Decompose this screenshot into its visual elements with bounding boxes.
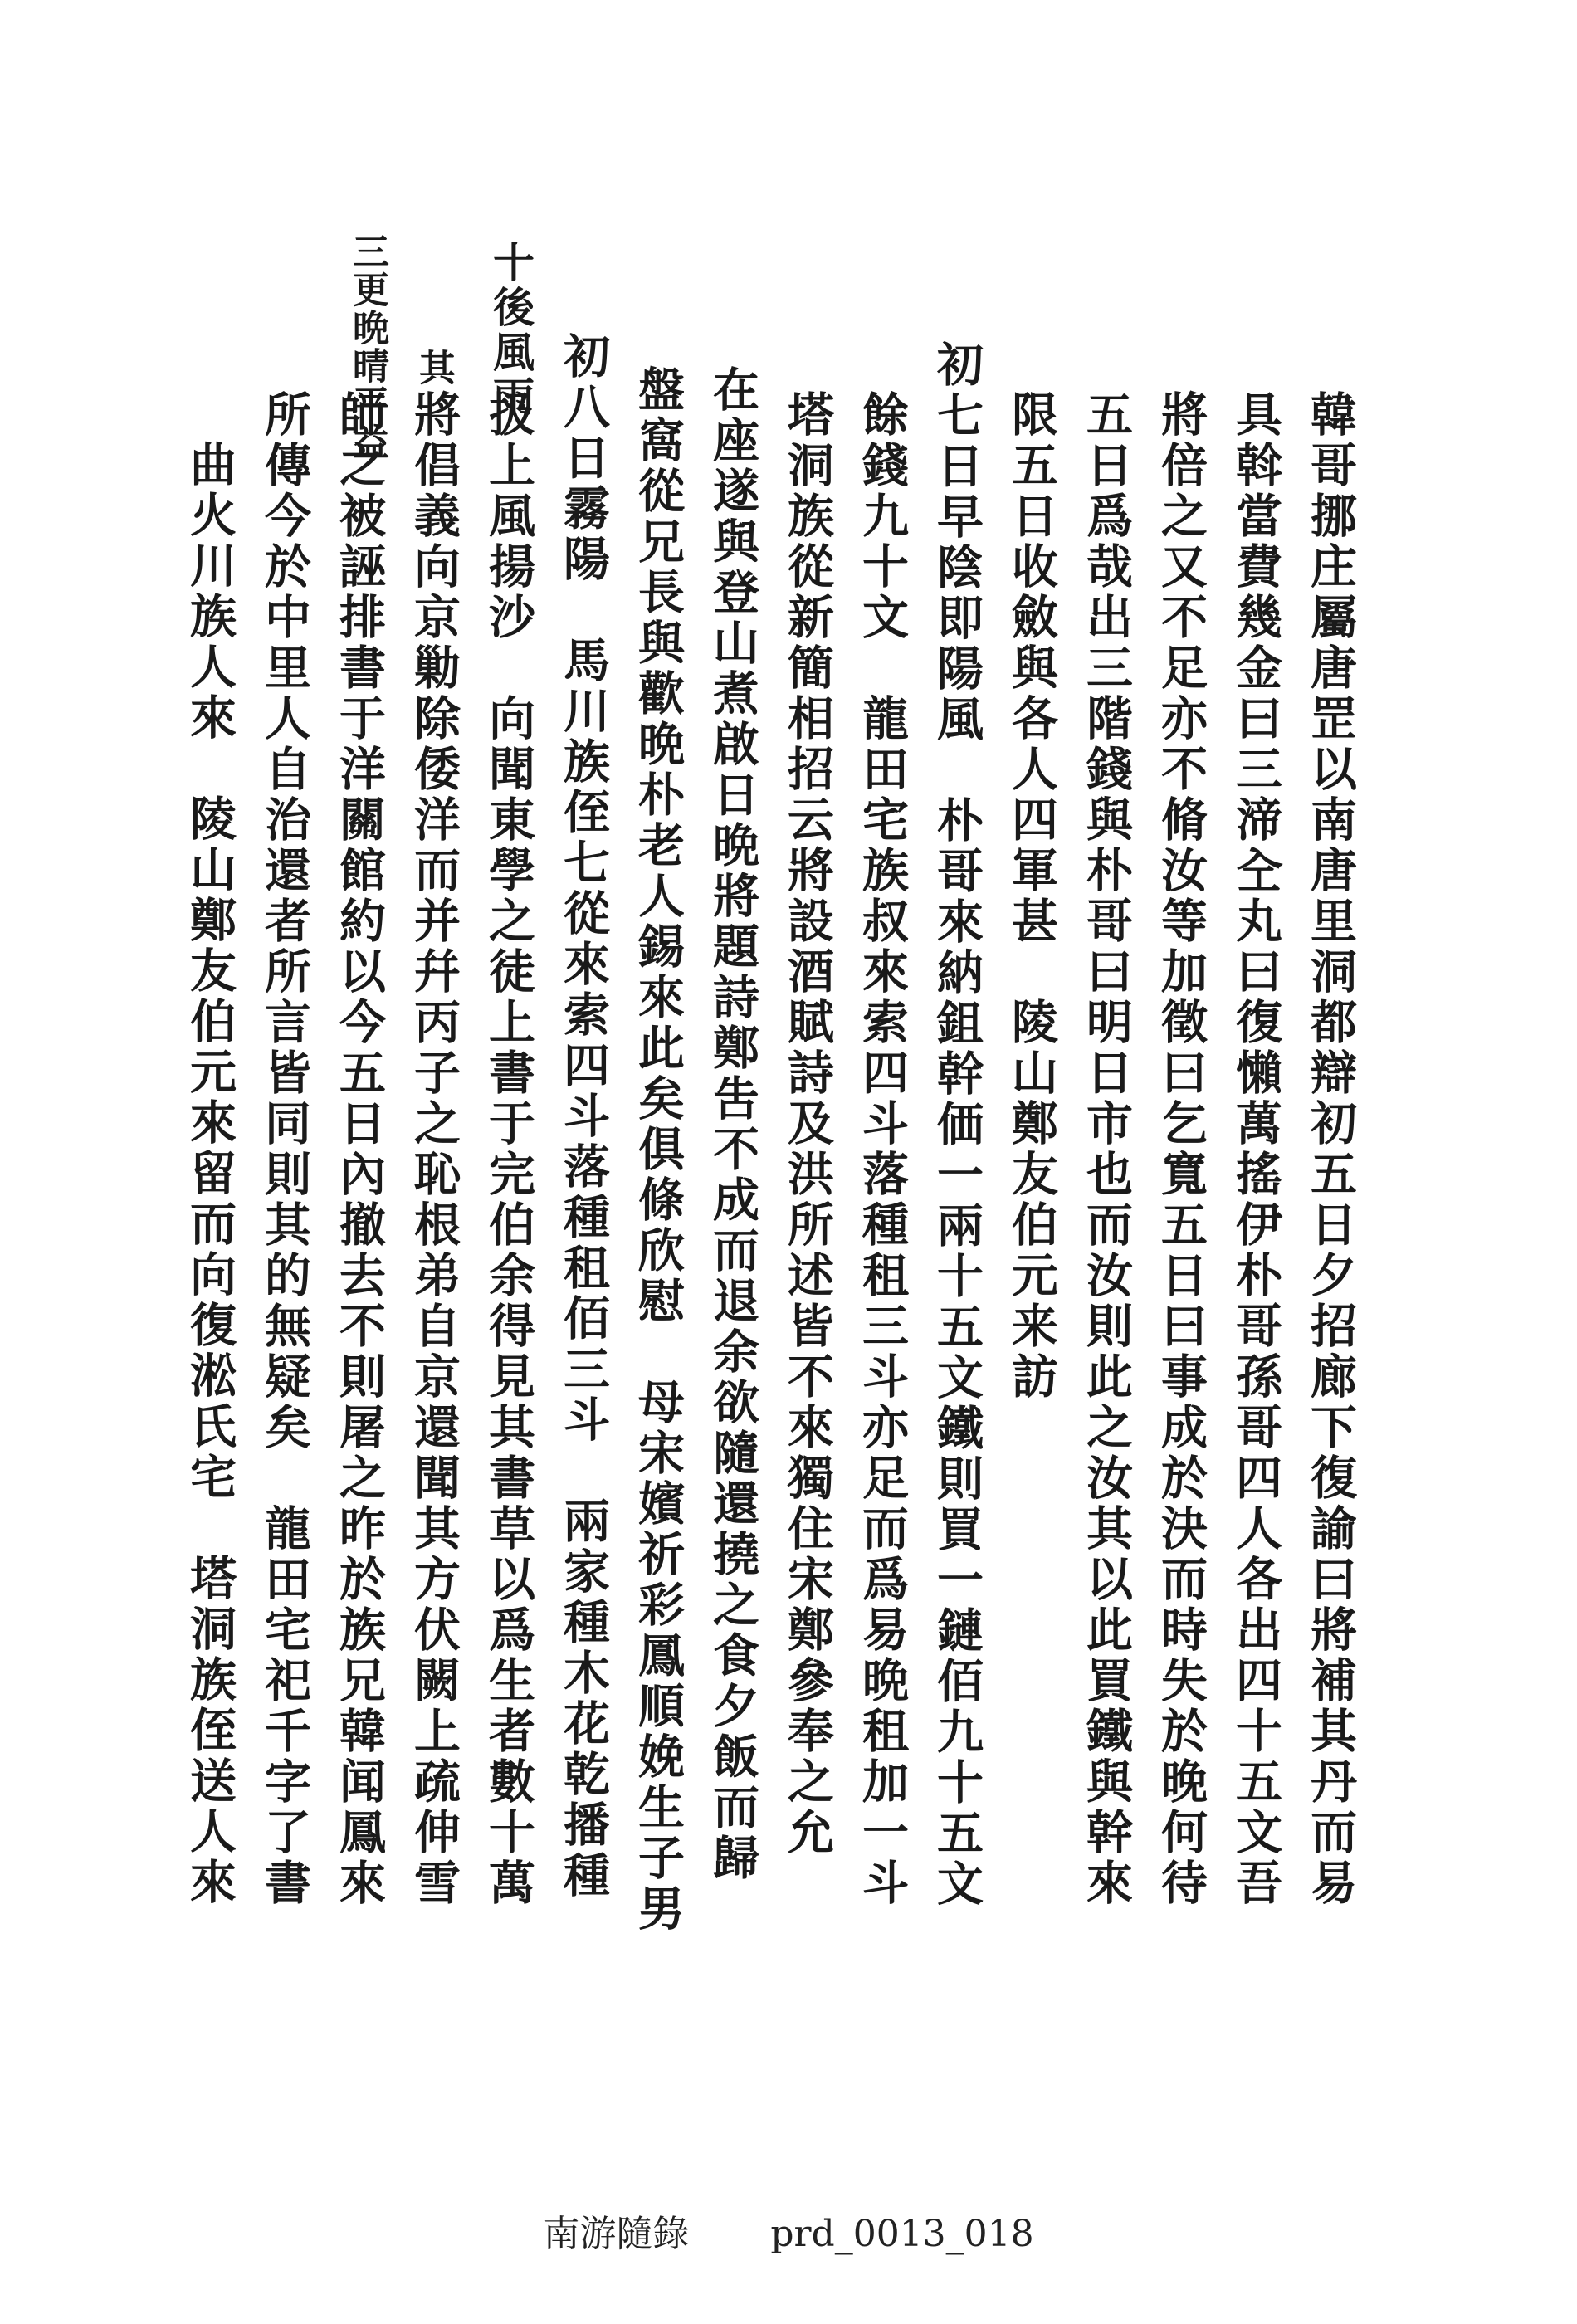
text-column-6: 初七日早陰即陽風 朴哥來納鉏幹価一兩十五文鐵則買一鏈佰九十五文 (930, 340, 984, 1910)
text-column-15: 所傳今於中里人自治還者所言皆同則其的無疑矣 龍田宅祀千字了書 (257, 390, 312, 1909)
text-column-8: 塔洞族從新簡相招云將設酒賦詩及洪所述皆不來獨住宋鄭參奉之允 (780, 390, 835, 1858)
marginal-note-1: 十後風雨 (486, 241, 535, 420)
text-column-7: 餘錢九十文 龍田宅族叔來索四斗落種租三斗亦足而爲易晩租加一斗 (855, 390, 910, 1909)
text-column-12: 扱上風揚沙 向聞東學之徒上書于完伯余得見其書草以爲生者數十萬 (481, 390, 536, 1909)
text-column-5: 限五日收斂與各人四軍甚 陵山鄭友伯元来訪 (1004, 390, 1059, 1403)
text-column-9: 在座遂與登山煮啟日晩將題詩鄭吿不成而退余欲隨還撓之食夕飯而歸 (706, 365, 760, 1884)
page-identifier: prd_0013_018 (770, 2213, 1034, 2255)
text-column-11: 初八日霧陽 馬川族侄七從來索四斗落種租佰三斗 兩家種木花乾播種 (556, 332, 611, 1902)
marginal-note-3: 其 (413, 349, 455, 387)
text-column-2: 具斡當費幾金曰三渧㒰丸曰復懶萬搖伊朴哥孫哥四人各出四十五文吾 (1228, 390, 1283, 1909)
text-column-10: 盤窩從兄長與歡晩朴老人錫來此矣俱條欣慰 母宋嬪祈彩鳳順娩生子男 (631, 365, 686, 1935)
marginal-note-2: 三更晩晴平益 (346, 232, 388, 461)
book-title: 南游隨錄 (543, 2213, 690, 2255)
text-column-14: 師之被誣排書于洋關館約以今五日內撤去不則屠之昨於族兄韓闻鳳來 (332, 390, 387, 1909)
text-column-16: 曲火川族人來 陵山鄭友伯元來留而向復淞氏宅 塔洞族侄送人來 (183, 440, 237, 1908)
text-column-1: 韓哥挪庄屬唐罡以南唐里洞都辯初五日夕招廊下復諭曰將補其丹而易 (1303, 390, 1358, 1909)
text-column-3: 將倍之又不足亦不脩汝等加徵曰乞寬五日曰事成於決而時失於晚何待 (1154, 390, 1208, 1909)
text-column-4: 五日爲哉出三階錢與朴哥曰明日市也而汝則此之汝其以此買鐵與幹來 (1079, 390, 1134, 1909)
page-footer (0, 2204, 1577, 2257)
text-column-13: 將倡義向京勦除倭洋而并幷丙子之恥根弟自京還聞其方伏闕上疏伸雪 (407, 390, 461, 1909)
